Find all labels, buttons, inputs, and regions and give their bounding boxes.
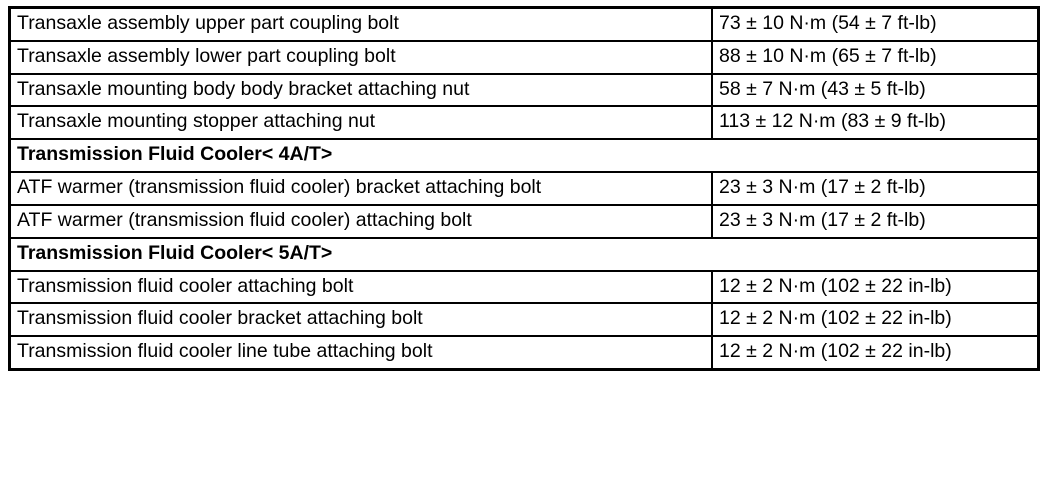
section-title: Transmission Fluid Cooler< 4A/T> [10, 139, 1039, 172]
section-header-row [10, 139, 1039, 172]
table-row [10, 74, 1039, 107]
torque-value-cell: 73 ± 10 N·m (54 ± 7 ft-lb) [712, 8, 1039, 41]
table-row [10, 205, 1039, 238]
torque-value-cell: 113 ± 12 N·m (83 ± 9 ft-lb) [712, 106, 1039, 139]
torque-value-cell: 23 ± 3 N·m (17 ± 2 ft-lb) [712, 172, 1039, 205]
torque-value-cell: 88 ± 10 N·m (65 ± 7 ft-lb) [712, 41, 1039, 74]
fastener-description-cell: Transmission fluid cooler bracket attaching bolt [10, 303, 713, 336]
table-row [10, 271, 1039, 304]
torque-value-cell: 12 ± 2 N·m (102 ± 22 in-lb) [712, 336, 1039, 369]
section-title: Transmission Fluid Cooler< 5A/T> [10, 238, 1039, 271]
fastener-description-cell: Transaxle assembly upper part coupling bolt [10, 8, 713, 41]
table-row [10, 336, 1039, 369]
fastener-description-cell: Transmission fluid cooler attaching bolt [10, 271, 713, 304]
torque-value-cell: 58 ± 7 N·m (43 ± 5 ft-lb) [712, 74, 1039, 107]
table-row [10, 106, 1039, 139]
fastener-description-cell: Transaxle mounting body body bracket attaching nut [10, 74, 713, 107]
fastener-description-cell: Transmission fluid cooler line tube attaching bolt [10, 336, 713, 369]
table-row [10, 303, 1039, 336]
torque-value-cell: 12 ± 2 N·m (102 ± 22 in-lb) [712, 271, 1039, 304]
torque-specification-table [8, 6, 1040, 371]
table-row [10, 41, 1039, 74]
fastener-description-cell: Transaxle mounting stopper attaching nut [10, 106, 713, 139]
torque-value-cell: 12 ± 2 N·m (102 ± 22 in-lb) [712, 303, 1039, 336]
table-body [10, 8, 1039, 370]
fastener-description-cell: ATF warmer (transmission fluid cooler) bracket attaching bolt [10, 172, 713, 205]
fastener-description-cell: ATF warmer (transmission fluid cooler) attaching bolt [10, 205, 713, 238]
table-row [10, 8, 1039, 41]
section-header-row [10, 238, 1039, 271]
fastener-description-cell: Transaxle assembly lower part coupling bolt [10, 41, 713, 74]
torque-value-cell: 23 ± 3 N·m (17 ± 2 ft-lb) [712, 205, 1039, 238]
table-row [10, 172, 1039, 205]
